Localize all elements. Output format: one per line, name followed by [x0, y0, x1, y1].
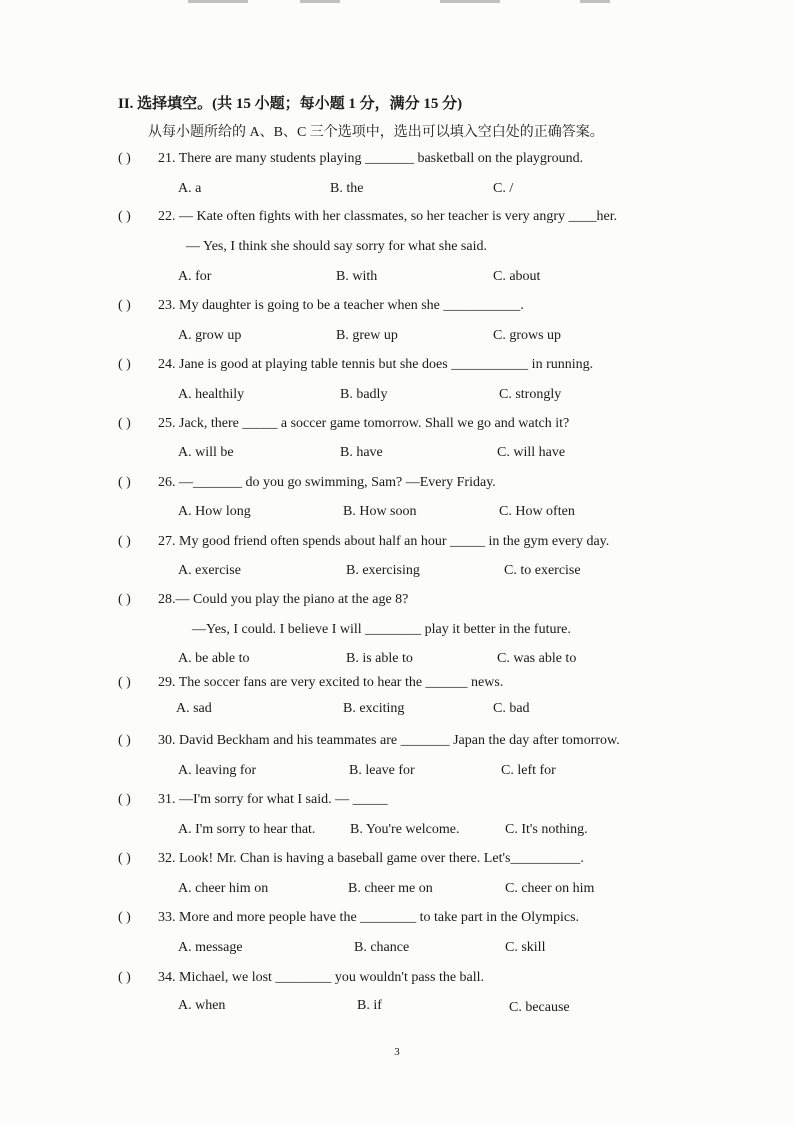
question-21	[118, 151, 583, 167]
option-b[interactable]: B. if	[357, 998, 382, 1013]
option-a[interactable]: A. be able to	[178, 651, 250, 666]
scan-artifact	[188, 0, 248, 3]
option-c[interactable]: C. will have	[497, 445, 566, 460]
question-26	[118, 475, 496, 491]
answer-bracket[interactable]: ( )	[118, 416, 131, 431]
option-c[interactable]: C. How often	[499, 504, 575, 519]
answer-bracket[interactable]: ( )	[118, 592, 131, 607]
answer-bracket[interactable]: ( )	[118, 733, 131, 748]
question-24	[118, 357, 593, 373]
question-22	[118, 209, 617, 225]
answer-bracket[interactable]: ( )	[118, 357, 131, 372]
option-a[interactable]: A. when	[178, 998, 226, 1013]
scan-artifact	[440, 0, 500, 3]
question-34	[118, 970, 484, 986]
question-stem: 26. —_______ do you go swimming, Sam? —Every Friday.	[158, 475, 496, 490]
question-28	[118, 592, 408, 608]
question-30	[118, 733, 620, 749]
answer-bracket[interactable]: ( )	[118, 209, 131, 224]
option-c[interactable]: C. bad	[493, 701, 530, 716]
option-a[interactable]: A. exercise	[178, 563, 241, 578]
option-b[interactable]: B. with	[336, 269, 378, 284]
option-b[interactable]: B. leave for	[349, 763, 415, 778]
option-c[interactable]: C. to exercise	[504, 563, 581, 578]
option-a[interactable]: A. sad	[176, 701, 212, 716]
option-c[interactable]: C. because	[509, 1000, 570, 1015]
scan-artifact	[580, 0, 610, 3]
answer-bracket[interactable]: ( )	[118, 792, 131, 807]
option-a[interactable]: A. healthily	[178, 387, 245, 402]
option-b[interactable]: B. exciting	[343, 701, 405, 716]
option-a[interactable]: A. I'm sorry to hear that.	[178, 822, 316, 837]
question-stem: 31. —I'm sorry for what I said. — _____	[158, 792, 388, 807]
option-a[interactable]: A. will be	[178, 445, 234, 460]
option-a[interactable]: A. cheer him on	[178, 881, 269, 896]
question-stem: 34. Michael, we lost ________ you wouldn't pass the ball.	[158, 970, 485, 985]
answer-bracket[interactable]: ( )	[118, 534, 131, 549]
option-c[interactable]: C. It's nothing.	[505, 822, 588, 837]
question-dialog-line: — Yes, I think she should say sorry for what she said.	[186, 239, 487, 254]
option-b[interactable]: B. You're welcome.	[350, 822, 460, 837]
option-a[interactable]: A. message	[178, 940, 243, 955]
option-c[interactable]: C. cheer on him	[505, 881, 595, 896]
question-stem: 24. Jane is good at playing table tennis but she does ___________ in running.	[158, 357, 594, 372]
question-stem: 30. David Beckham and his teammates are _______ Japan the day after tomorrow.	[158, 733, 620, 748]
answer-bracket[interactable]: ( )	[118, 151, 131, 166]
section-title: II. 选择填空。(共 15 小题；每小题 1 分，满分 15 分)	[118, 96, 463, 112]
answer-bracket[interactable]: ( )	[118, 675, 131, 690]
option-a[interactable]: A. a	[178, 181, 202, 196]
question-32	[118, 851, 584, 867]
option-a[interactable]: A. grow up	[178, 328, 242, 343]
option-c[interactable]: C. skill	[505, 940, 546, 955]
option-b[interactable]: B. the	[330, 181, 364, 196]
option-a[interactable]: A. leaving for	[178, 763, 257, 778]
question-stem: 21. There are many students playing _______ basketball on the playground.	[158, 151, 584, 166]
answer-bracket[interactable]: ( )	[118, 970, 131, 985]
option-b[interactable]: B. badly	[340, 387, 388, 402]
question-stem: 23. My daughter is going to be a teacher when she ___________.	[158, 298, 524, 313]
option-c[interactable]: C. left for	[501, 763, 556, 778]
option-b[interactable]: B. is able to	[346, 651, 413, 666]
option-a[interactable]: A. for	[178, 269, 212, 284]
option-b[interactable]: B. exercising	[346, 563, 420, 578]
option-c[interactable]: C. about	[493, 269, 541, 284]
question-31	[118, 792, 388, 808]
option-c[interactable]: C. /	[493, 181, 514, 196]
question-stem: 28.— Could you play the piano at the age 8?	[158, 592, 409, 607]
question-27	[118, 534, 609, 550]
question-stem: 25. Jack, there _____ a soccer game tomorrow. Shall we go and watch it?	[158, 416, 570, 431]
option-b[interactable]: B. chance	[354, 940, 410, 955]
question-stem: 32. Look! Mr. Chan is having a baseball game over there. Let's__________.	[158, 851, 584, 866]
section-instruction: 从每小题所给的 A、B、C 三个选项中，选出可以填入空白处的正确答案。	[148, 125, 604, 140]
question-25	[118, 416, 569, 432]
option-b[interactable]: B. How soon	[343, 504, 417, 519]
option-c[interactable]: C. was able to	[497, 651, 577, 666]
answer-bracket[interactable]: ( )	[118, 298, 131, 313]
option-b[interactable]: B. have	[340, 445, 383, 460]
question-23	[118, 298, 524, 314]
question-dialog-line: —Yes, I could. I believe I will ________ play it better in the future.	[192, 622, 571, 637]
question-stem: 29. The soccer fans are very excited to hear the ______ news.	[158, 675, 504, 690]
option-b[interactable]: B. grew up	[336, 328, 398, 343]
option-c[interactable]: C. strongly	[499, 387, 562, 402]
question-29	[118, 675, 503, 691]
question-33	[118, 910, 579, 926]
question-stem: 33. More and more people have the ________ to take part in the Olympics.	[158, 910, 580, 925]
answer-bracket[interactable]: ( )	[118, 475, 131, 490]
page-number: 3	[394, 1046, 400, 1058]
question-stem: 27. My good friend often spends about half an hour _____ in the gym every day.	[158, 534, 610, 549]
answer-bracket[interactable]: ( )	[118, 851, 131, 866]
question-stem: 22. — Kate often fights with her classmates, so her teacher is very angry ____her.	[158, 209, 618, 224]
scan-artifact	[300, 0, 340, 3]
option-b[interactable]: B. cheer me on	[348, 881, 433, 896]
option-a[interactable]: A. How long	[178, 504, 251, 519]
option-c[interactable]: C. grows up	[493, 328, 562, 343]
answer-bracket[interactable]: ( )	[118, 910, 131, 925]
